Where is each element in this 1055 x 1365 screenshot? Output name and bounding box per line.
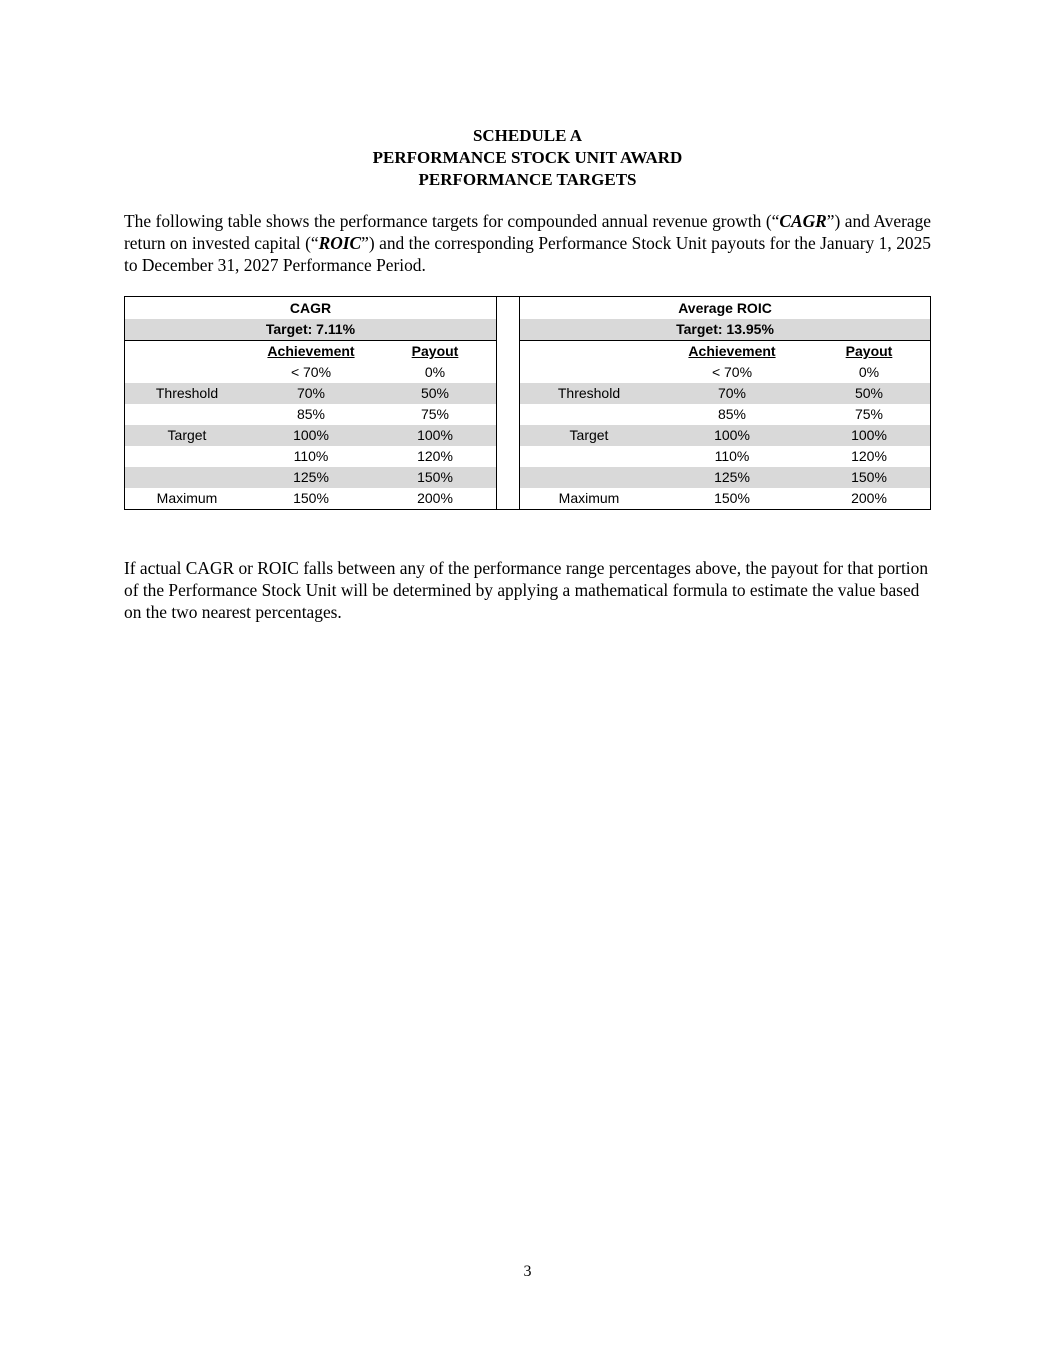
intro-paragraph <box>124 210 931 276</box>
payout-value: 150% <box>851 469 887 485</box>
achievement-value: 125% <box>293 469 329 485</box>
table-row <box>520 383 930 404</box>
cagr-payout-header: Payout <box>411 343 459 359</box>
payout-value: 50% <box>420 385 450 401</box>
achievement-value: 150% <box>714 490 750 506</box>
roic-header-row <box>520 341 930 362</box>
achievement-value: 85% <box>717 406 747 422</box>
achievement-value: 100% <box>714 427 750 443</box>
row-label: Threshold <box>155 385 219 401</box>
cagr-achievement-header: Achievement <box>267 343 355 359</box>
payout-value: 100% <box>417 427 453 443</box>
cagr-target-row <box>125 319 496 341</box>
payout-value: 120% <box>851 448 887 464</box>
roic-term: ROIC <box>318 233 362 253</box>
achievement-value: < 70% <box>711 364 753 380</box>
roic-title: Average ROIC <box>678 300 772 316</box>
cagr-table <box>124 296 497 510</box>
row-label: Maximum <box>156 490 218 506</box>
performance-targets-table <box>124 296 931 510</box>
table-row <box>125 404 496 425</box>
table-row <box>520 488 930 509</box>
roic-payout-header: Payout <box>845 343 893 359</box>
table-row <box>520 467 930 488</box>
cagr-header-row <box>125 341 496 362</box>
roic-achievement-header: Achievement <box>688 343 776 359</box>
award-title: PERFORMANCE STOCK UNIT AWARD <box>372 148 683 167</box>
payout-value: 200% <box>417 490 453 506</box>
table-row <box>125 425 496 446</box>
payout-value: 0% <box>858 364 880 380</box>
payout-value: 0% <box>424 364 446 380</box>
payout-value: 75% <box>420 406 450 422</box>
intro-text-1: The following table shows the performance targets for compounded annual revenue growth (“ <box>124 211 780 231</box>
payout-value: 75% <box>854 406 884 422</box>
roic-target-row <box>520 319 930 341</box>
achievement-value: 110% <box>293 448 329 464</box>
payout-value: 50% <box>854 385 884 401</box>
row-label: Maximum <box>558 490 620 506</box>
achievement-value: 85% <box>296 406 326 422</box>
achievement-value: 110% <box>714 448 750 464</box>
payout-value: 120% <box>417 448 453 464</box>
table-row <box>125 362 496 383</box>
roic-table <box>519 296 931 510</box>
table-row <box>520 446 930 467</box>
targets-title: PERFORMANCE TARGETS <box>418 170 637 189</box>
table-row <box>520 404 930 425</box>
cagr-title-row <box>125 297 496 320</box>
page-number: 3 <box>523 1263 532 1280</box>
cagr-target: Target: 7.11% <box>265 321 356 337</box>
payout-value: 200% <box>851 490 887 506</box>
achievement-value: 150% <box>293 490 329 506</box>
achievement-value: < 70% <box>290 364 332 380</box>
intro-text-2: ”) and Average return on invested capital (“ <box>124 211 931 253</box>
roic-target: Target: 13.95% <box>676 321 774 337</box>
roic-title-row <box>520 297 930 320</box>
row-label: Target <box>569 427 609 443</box>
cagr-term: CAGR <box>779 211 827 231</box>
table-spacer-column <box>496 296 520 510</box>
row-label: Target <box>167 427 207 443</box>
cagr-title: CAGR <box>289 300 332 316</box>
table-row <box>125 488 496 509</box>
row-label: Threshold <box>557 385 621 401</box>
payout-value: 100% <box>851 427 887 443</box>
payout-value: 150% <box>417 469 453 485</box>
table-row <box>125 383 496 404</box>
intro-text-3: ”) and the corresponding Performance Stock Unit payouts for the January 1, 2025 to December 31, 2027 Performance Period. <box>124 233 931 275</box>
schedule-title: SCHEDULE A <box>472 126 583 145</box>
achievement-value: 70% <box>717 385 747 401</box>
achievement-value: 125% <box>714 469 750 485</box>
achievement-value: 70% <box>296 385 326 401</box>
table-row <box>520 362 930 383</box>
table-row <box>520 425 930 446</box>
achievement-value: 100% <box>293 427 329 443</box>
closing-paragraph: If actual CAGR or ROIC falls between any of the performance range percentages above, the payout for that portion of the Performance Stock Unit will be determined by applying a mathematical formula to estimate the value based on the two nearest percentages. <box>124 558 929 622</box>
table-row <box>125 467 496 488</box>
table-row <box>125 446 496 467</box>
